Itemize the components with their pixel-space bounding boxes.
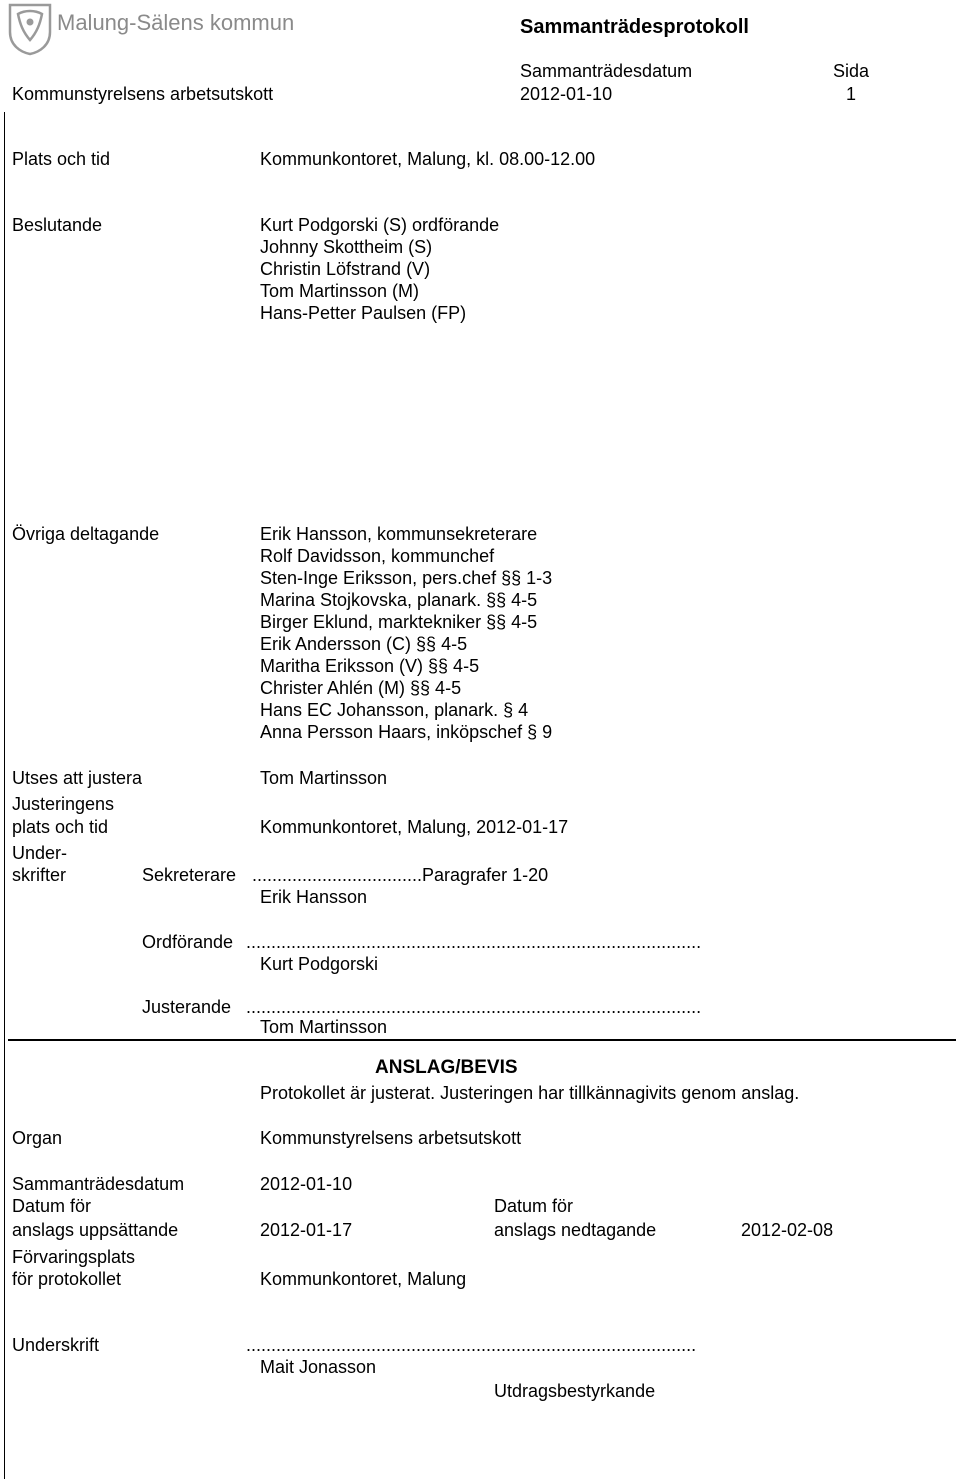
posted-date-value: 2012-01-17 xyxy=(260,1220,353,1240)
page-label: Sida xyxy=(833,61,870,81)
other-participant: Sten-Inge Eriksson, pers.chef §§ 1-3 xyxy=(260,568,553,588)
section-divider xyxy=(8,1039,956,1041)
chair-name: Kurt Podgorski xyxy=(260,954,379,974)
signature-label: Underskrift xyxy=(12,1335,100,1355)
signature-line: .......................................................................................... xyxy=(246,1335,697,1355)
place-value: Kommunkontoret, Malung, kl. 08.00-12.00 xyxy=(260,149,596,169)
page-number: 1 xyxy=(846,84,857,104)
storage-label: Förvaringsplats xyxy=(12,1247,136,1267)
meeting-date-label: Sammanträdesdatum xyxy=(520,61,693,81)
other-participant: Rolf Davidsson, kommunchef xyxy=(260,546,495,566)
other-participant: Maritha Eriksson (V) §§ 4-5 xyxy=(260,656,480,676)
certification-label: Utdragsbestyrkande xyxy=(494,1381,656,1401)
adjustment-place-label: Justeringens xyxy=(12,794,115,814)
adjuster-signature-label: Justerande xyxy=(142,997,232,1017)
adjuster-signature-line: ........................................................................................... xyxy=(246,997,702,1017)
posted-date-label: Datum för xyxy=(12,1196,92,1216)
decision-maker: Kurt Podgorski (S) ordförande xyxy=(260,215,500,235)
removed-date-label: Datum för xyxy=(494,1196,574,1216)
notice-title: ANSLAG/BEVIS xyxy=(375,1057,518,1078)
other-participant: Erik Andersson (C) §§ 4-5 xyxy=(260,634,468,654)
posted-date-label: anslags uppsättande xyxy=(12,1220,179,1240)
chair-signature-line: ........................................................................................... xyxy=(246,932,702,952)
notice-date-value: 2012-01-10 xyxy=(260,1174,353,1194)
place-label: Plats och tid xyxy=(12,149,111,169)
adjuster-label: Utses att justera xyxy=(12,768,143,788)
notice-text: Protokollet är justerat. Justeringen har tillkännagivits genom anslag. xyxy=(260,1083,800,1103)
document-type: Sammanträdesprotokoll xyxy=(520,16,749,38)
adjustment-place-value: Kommunkontoret, Malung, 2012-01-17 xyxy=(260,817,569,837)
adjuster-value: Tom Martinsson xyxy=(260,768,388,788)
notice-date-label: Sammanträdesdatum xyxy=(12,1174,185,1194)
secretary-name: Erik Hansson xyxy=(260,887,368,907)
meeting-date: 2012-01-10 xyxy=(520,84,613,104)
decision-maker: Hans-Petter Paulsen (FP) xyxy=(260,303,467,323)
notice-organ-value: Kommunstyrelsens arbetsutskott xyxy=(260,1128,522,1148)
secretary-label: Sekreterare xyxy=(142,865,237,885)
decision-maker: Christin Löfstrand (V) xyxy=(260,259,431,279)
storage-value: Kommunkontoret, Malung xyxy=(260,1269,467,1289)
signature-name: Mait Jonasson xyxy=(260,1357,377,1377)
decision-maker: Johnny Skottheim (S) xyxy=(260,237,433,257)
signatures-label: skrifter xyxy=(12,865,66,885)
removed-date-value: 2012-02-08 xyxy=(741,1220,834,1240)
chair-label: Ordförande xyxy=(142,932,234,952)
other-participant: Marina Stojkovska, planark. §§ 4-5 xyxy=(260,590,538,610)
storage-label: för protokollet xyxy=(12,1269,122,1289)
decision-makers-label: Beslutande xyxy=(12,215,103,235)
other-participant: Anna Persson Haars, inköpschef § 9 xyxy=(260,722,553,742)
municipality-logo-icon xyxy=(7,2,53,56)
organ-name: Kommunstyrelsens arbetsutskott xyxy=(12,84,274,104)
other-participant: Hans EC Johansson, planark. § 4 xyxy=(260,700,529,720)
notice-organ-label: Organ xyxy=(12,1128,63,1148)
other-participant: Christer Ahlén (M) §§ 4-5 xyxy=(260,678,462,698)
other-participant: Erik Hansson, kommunsekreterare xyxy=(260,524,538,544)
other-participants-label: Övriga deltagande xyxy=(12,524,160,544)
left-margin-line xyxy=(4,112,5,1479)
other-participant: Birger Eklund, marktekniker §§ 4-5 xyxy=(260,612,538,632)
decision-maker: Tom Martinsson (M) xyxy=(260,281,420,301)
secretary-signature-line: ..................................Paragrafer 1-20 xyxy=(252,865,549,885)
signatures-label: Under- xyxy=(12,843,68,863)
municipality-name: Malung-Sälens kommun xyxy=(57,10,295,35)
adjustment-place-label: plats och tid xyxy=(12,817,109,837)
removed-date-label: anslags nedtagande xyxy=(494,1220,657,1240)
adjuster-name: Tom Martinsson xyxy=(260,1017,388,1037)
